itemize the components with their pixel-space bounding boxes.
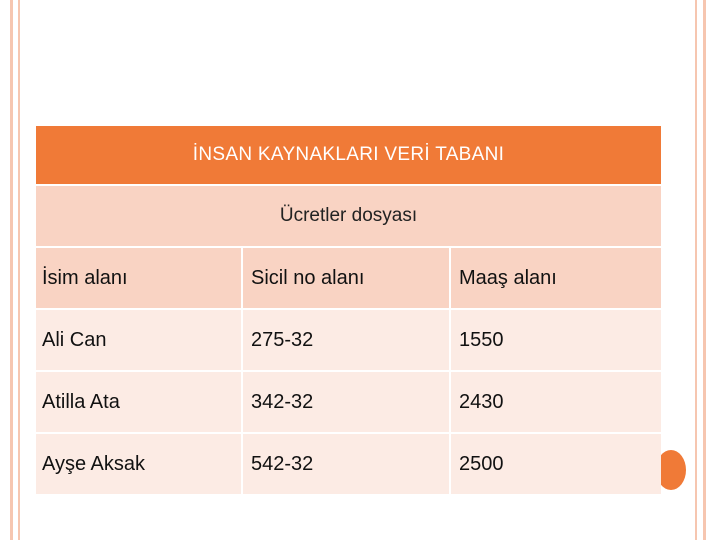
table-row bbox=[36, 372, 661, 434]
table-row bbox=[36, 434, 661, 496]
table-subtitle: Ücretler dosyası bbox=[36, 186, 661, 248]
cell-registry: 275-32 bbox=[243, 310, 451, 370]
cell-name: Ali Can bbox=[36, 310, 243, 370]
cell-name: Ayşe Aksak bbox=[36, 434, 243, 494]
salary-table bbox=[36, 126, 661, 496]
cell-salary: 2500 bbox=[459, 452, 504, 475]
table-title: İNSAN KAYNAKLARI VERİ TABANI bbox=[36, 126, 661, 186]
cell-registry: 542-32 bbox=[243, 434, 451, 494]
cell-salary: 1550 bbox=[459, 328, 504, 351]
slide-frame-line-right-inner bbox=[695, 0, 697, 540]
table-header-row bbox=[36, 248, 661, 310]
cell-registry: 342-32 bbox=[243, 372, 451, 432]
column-header-name: İsim alanı bbox=[36, 248, 243, 308]
slide-frame-line-right-outer bbox=[703, 0, 706, 540]
table-row bbox=[36, 310, 661, 372]
column-header-registry: Sicil no alanı bbox=[243, 248, 451, 308]
cell-salary: 2430 bbox=[459, 390, 504, 413]
slide-frame-line-left-inner bbox=[18, 0, 20, 540]
column-header-salary: Maaş alanı bbox=[459, 266, 557, 289]
cell-name: Atilla Ata bbox=[36, 372, 243, 432]
slide-frame-line-left-outer bbox=[10, 0, 13, 540]
